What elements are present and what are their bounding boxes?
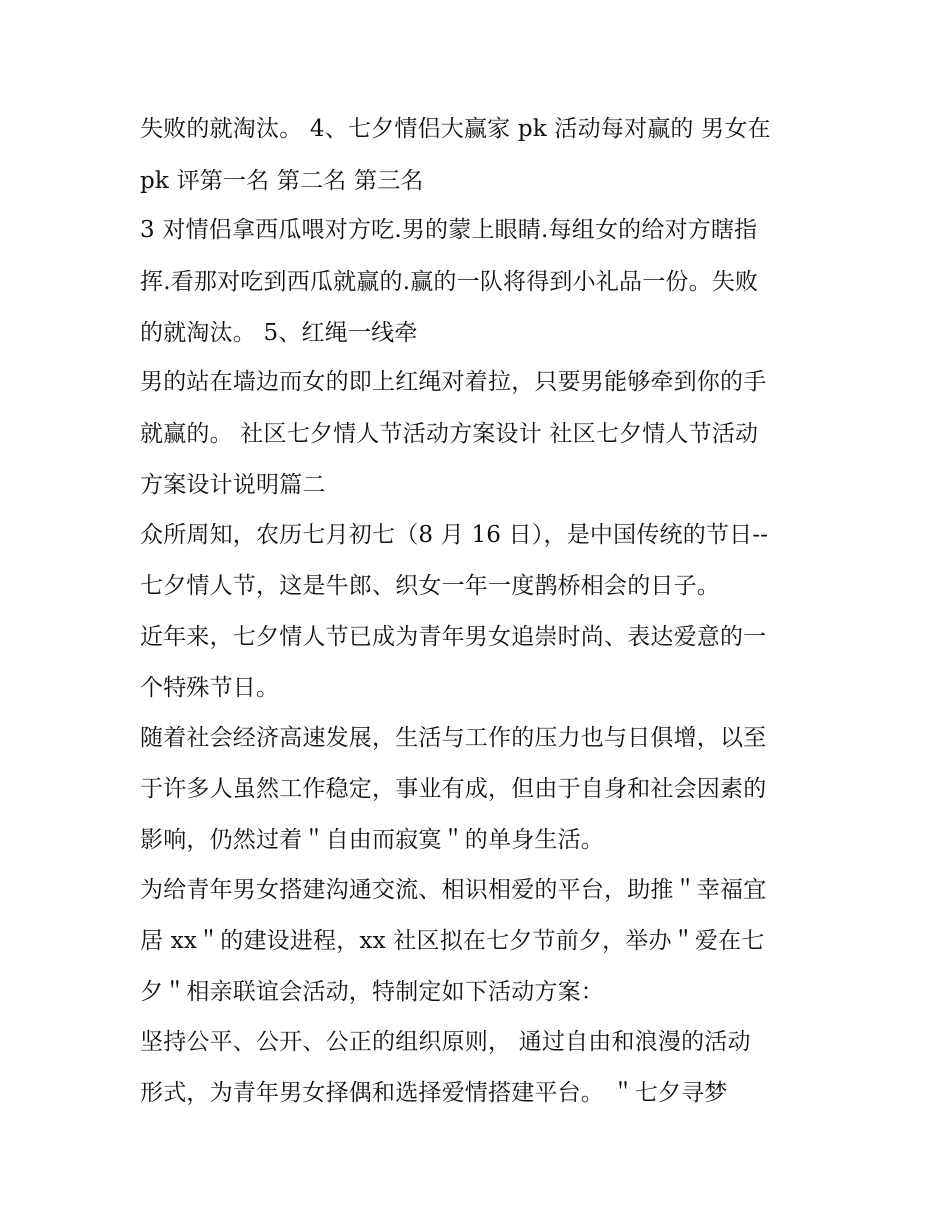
text-line: 形式，为青年男女择偶和选择爱情搭建平台。 ＂七夕寻梦 <box>140 1080 728 1106</box>
text-line: 居 xx＂的建设进程，xx 社区拟在七夕节前夕，举办＂爱在七 <box>140 928 765 954</box>
text-line: 的就淘汰。 5、红绳一线牵 <box>140 320 418 346</box>
text-line: 七夕情人节，这是牛郎、织女一年一度鹊桥相会的日子。 <box>140 573 720 599</box>
text-line: 挥.看那对吃到西瓜就赢的.赢的一队将得到小礼品一份。失败 <box>140 269 759 295</box>
text-line: 影响，仍然过着＂自由而寂寞＂的单身生活。 <box>140 827 604 853</box>
text-line: 为给青年男女搭建沟通交流、相识相爱的平台，助推＂幸福宜 <box>140 877 767 903</box>
text-line: 夕＂相亲联谊会活动，特制定如下活动方案： <box>140 979 604 1005</box>
text-line: 随着社会经济高速发展，生活与工作的压力也与日俱增，以至 <box>140 725 767 751</box>
text-line: 近年来，七夕情人节已成为青年男女追崇时尚、表达爱意的一 <box>140 624 767 650</box>
text-line: pk 评第一名 第二名 第三名 <box>140 168 424 194</box>
text-line: 男的站在墙边而女的即上红绳对着拉，只要男能够牵到你的手 <box>140 369 767 395</box>
text-line: 众所周知，农历七月初七（8 月 16 日），是中国传统的节日-- <box>140 522 769 548</box>
text-line: 坚持公平、公开、公正的组织原则， 通过自由和浪漫的活动 <box>140 1029 751 1055</box>
text-line: 就赢的。 社区七夕情人节活动方案设计 社区七夕情人节活动 <box>140 421 759 447</box>
text-line: 方案设计说明篇二 <box>140 472 326 498</box>
text-line: 3 对情侣拿西瓜喂对方吃.男的蒙上眼睛.每组女的给对方瞎指 <box>140 217 758 243</box>
text-line: 个特殊节日。 <box>140 675 280 701</box>
text-line: 失败的就淘汰。 4、七夕情侣大赢家 pk 活动每对赢的 男女在 <box>140 116 771 142</box>
text-line: 于许多人虽然工作稳定，事业有成，但由于自身和社会因素的 <box>140 776 767 802</box>
